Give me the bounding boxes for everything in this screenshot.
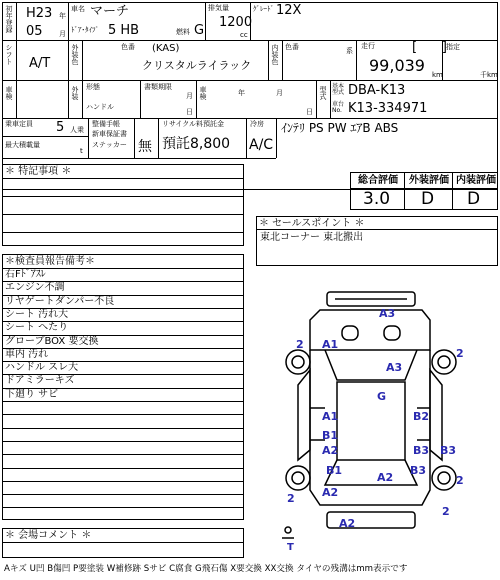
shaken-month-unit: 月 [276,89,283,97]
month-unit: 月 [59,30,66,38]
damage-mark: B2 [413,410,430,423]
sticker-value: 無 [138,139,152,155]
year-unit: 年 [59,12,66,20]
mileage-bracket: [ ] [412,40,447,55]
sticker-label: ステッカー [92,141,127,149]
report-line: ドアミラーキズ [5,375,75,386]
damage-mark: B1 [322,429,339,442]
inspector-report-title: ＊検査員報告備考＊ [5,256,95,267]
ext-label: 外装 [71,86,79,100]
report-line: リヤゲートダンパー不良 [5,296,115,307]
venue-comment-title: ＊ 会場コメント ＊ [5,530,92,541]
model-label: 車名 [71,5,85,13]
certified-unit: 千km [480,71,498,79]
service-label: 整備手帳 [92,120,120,128]
report-line: グローブBOX 要交換 [5,336,99,347]
tire-depth: 2 [442,505,450,518]
legend-text: Aキズ U凹 B傷凹 P要塗装 W補修跡 Sサビ C腐食 G飛石傷 X要交換 XX交換 タイヤの残溝はmm表示です [4,564,408,574]
bottom-mark: T [287,542,294,553]
load-label: 最大積載量 [5,141,40,149]
displacement-value: 1200 [219,15,253,30]
damage-mark: G [377,390,387,403]
int-color-label: 内装色 [271,44,279,65]
certified-label: 指定 [446,43,460,51]
tire-depth: 2 [456,347,464,360]
overall-rating-value: 3.0 [363,189,391,209]
exterior-rating-value: D [421,189,435,209]
damage-mark: B1 [326,464,343,477]
mileage-value: 99,039 [369,56,425,75]
base-model-value: DBA-K13 [348,83,406,98]
deadline-label: 書類期限 [144,83,172,91]
mileage-label: 走行 [361,42,375,50]
int-color-code-label: 色番 [285,43,299,51]
report-line: シート へたり [5,322,69,333]
fuel-value: G [194,23,205,38]
ext-color-label: 外装色 [71,44,79,65]
door-type-label: ﾄﾞｱ･ﾀｲﾌﾟ [71,26,99,34]
year-value: H23 [26,6,53,21]
damage-mark: A3 [379,307,396,320]
tire-depth: 2 [456,474,464,487]
load-unit: t [80,147,83,155]
recycle-value: 預託8,800 [162,136,231,152]
damage-mark: A3 [386,361,403,374]
damage-mark: B3 [410,464,427,477]
int-color-unit: 系 [346,47,353,55]
shaken-label: 車検 [5,86,13,100]
color-code-label: 色番 [121,43,135,51]
ac-label: 冷房 [250,120,264,128]
report-line: 右Fﾄﾞｱｽﾚ [5,269,46,280]
displacement-unit: cc [240,31,248,39]
deadline-month: 月 [186,92,193,100]
chassis-value: K13-334971 [348,101,428,116]
shaken-day-unit: 日 [306,108,313,116]
grade-label: ｸﾞﾚｰﾄﾞ [253,5,274,13]
report-line: 下廻り サビ [5,389,59,400]
equipment-value: ｲﾝﾃﾘ PS PW ｴｱB ABS [281,121,399,135]
model-value: マーチ [90,4,130,19]
report-line: エンジン不調 [5,282,65,293]
shift-value: A/T [29,56,51,71]
type-label: 型式 [319,86,327,100]
report-line: シート 汚れ大 [5,309,69,320]
report-line: 車内 汚れ [5,349,49,360]
capacity-value: 5 [56,120,65,135]
tire-depth: 2 [296,338,304,351]
sales-point-title: ＊ セールスポイント ＊ [259,218,365,229]
damage-mark: A1 [322,410,339,423]
chassis-label: 車台No. [332,101,345,114]
base-model-label: 基本型式 [332,83,345,96]
sales-point-text: 東北コーナー 東北搬出 [260,232,364,243]
capacity-unit: 人乗 [70,126,84,134]
damage-mark: A1 [322,338,339,351]
handle-label: ハンドル [86,103,114,111]
ac-value: A/C [249,137,274,153]
first-reg-label: 初年登録 [5,5,13,33]
tire-depth: 2 [287,492,295,505]
shape-label: 形態 [86,83,100,91]
displacement-label: 排気量 [208,4,229,12]
damage-mark: A2 [339,517,356,530]
damage-mark: B3 [413,444,430,457]
grade-value: 12X [276,3,302,18]
interior-rating-label: 内装評価 [456,175,496,186]
damage-mark: A2 [377,471,394,484]
damage-mark: A2 [322,444,339,457]
interior-rating-value: D [467,189,481,209]
warranty-label: 新車保証書 [92,130,127,138]
color-code: (KAS) [152,43,180,54]
recycle-label: リサイクル料預託金 [162,120,225,128]
exterior-rating-label: 外装評価 [409,175,449,186]
report-line: ハンドル スレ大 [5,362,79,373]
capacity-label: 乗車定員 [5,120,33,128]
shift-label: シフト [5,44,13,65]
door-type-value: 5 HB [108,23,140,38]
fuel-label: 燃料 [176,28,190,36]
damage-mark: B3 [440,444,457,457]
mileage-unit: km [432,71,443,79]
month-value: 05 [26,24,43,39]
overall-rating-label: 総合評価 [358,175,398,186]
special-notes-title: ＊ 特記事項 ＊ [5,166,72,177]
color-name: クリスタルライラック [142,59,252,72]
damage-mark: A2 [322,486,339,499]
shaken-year-unit: 年 [238,89,245,97]
deadline-day: 日 [186,108,193,116]
car-check-label: 車検 [199,86,207,100]
